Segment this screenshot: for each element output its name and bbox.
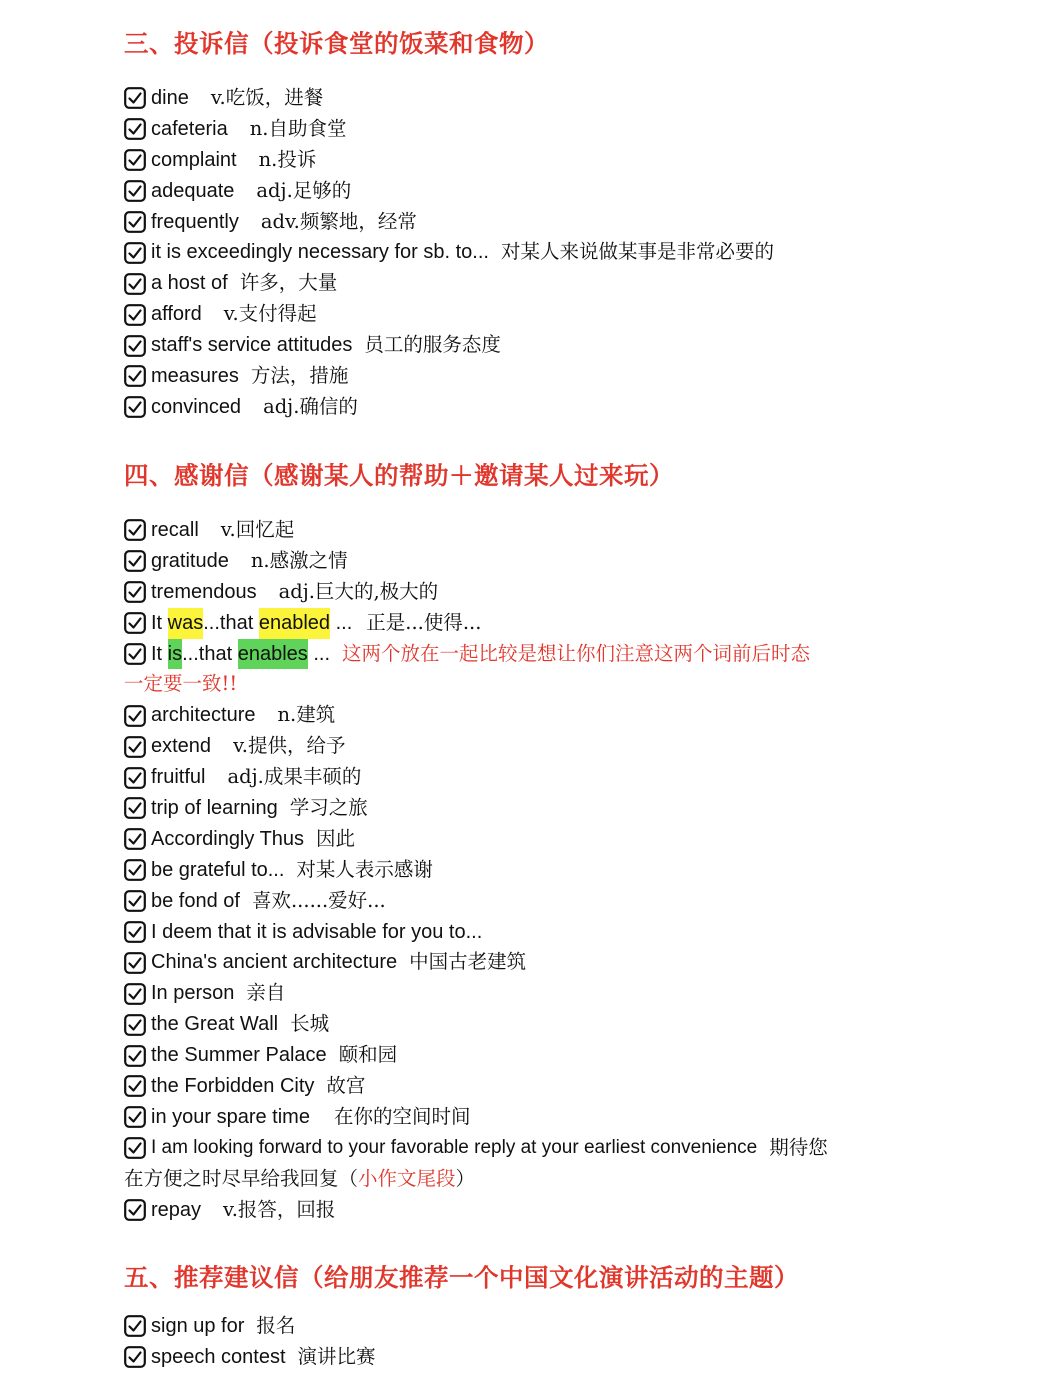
list-item xyxy=(124,1009,1004,1040)
item-term: the Great Wall xyxy=(151,1013,279,1036)
item-term: a host of xyxy=(151,272,228,295)
checkbox-icon xyxy=(124,952,146,974)
checkbox-icon xyxy=(124,180,146,202)
checkbox-icon xyxy=(124,365,146,387)
item-definition: 方法，措施 xyxy=(250,364,349,388)
item-term: complaint xyxy=(151,148,237,171)
list-item xyxy=(124,145,1004,176)
checkbox-icon xyxy=(124,767,146,789)
list-item xyxy=(124,361,1004,392)
item-definition: n.自助食堂 xyxy=(249,116,347,140)
item-term: extend xyxy=(151,735,212,758)
item-definition: v.报答，回报 xyxy=(223,1197,336,1221)
checkbox-icon xyxy=(124,87,146,109)
checkbox-icon xyxy=(124,797,146,819)
checkbox-icon xyxy=(124,828,146,850)
item-term: Accordingly Thus xyxy=(151,827,305,850)
item-term: I am looking forward to your favorable reply at your earliest convenience xyxy=(151,1136,758,1158)
checkbox-icon xyxy=(124,1315,146,1337)
list-item xyxy=(124,1040,1004,1071)
item-definition: n.感激之情 xyxy=(250,548,348,572)
phrase-part: ... xyxy=(307,642,331,665)
checkbox-icon xyxy=(124,705,146,727)
checkbox-icon xyxy=(124,1199,146,1221)
list-item xyxy=(124,83,1004,114)
item-definition: 在你的空间时间 xyxy=(333,1104,471,1128)
list-item xyxy=(124,1195,1004,1226)
list-item-is-that xyxy=(124,639,1004,670)
highlight-enabled: enabled xyxy=(259,608,330,639)
list-item xyxy=(124,330,1004,361)
checkbox-icon xyxy=(124,335,146,357)
item-definition: n.投诉 xyxy=(258,147,317,171)
item-definition: adj.巨大的,极大的 xyxy=(278,579,439,603)
phrase-part: It xyxy=(151,642,168,665)
item-definition: n.建筑 xyxy=(277,703,336,727)
checkbox-icon xyxy=(124,118,146,140)
list-item xyxy=(124,268,1004,299)
tense-note-end: 一定要一致!! xyxy=(124,672,238,696)
phrase-part: ...that xyxy=(203,611,259,634)
item-term: sign up for xyxy=(151,1315,245,1337)
item-definition: 故宫 xyxy=(326,1074,366,1098)
section-thank-you-letter xyxy=(124,456,1004,1225)
checkbox-icon xyxy=(124,736,146,758)
checkbox-icon xyxy=(124,550,146,572)
item-definition: 员工的服务态度 xyxy=(364,333,501,357)
list-item xyxy=(124,1342,1004,1373)
item-definition: 学习之旅 xyxy=(289,796,368,820)
checkbox-icon xyxy=(124,921,146,943)
item-term: recall xyxy=(151,519,199,541)
highlight-is: is xyxy=(168,639,182,670)
list-item xyxy=(124,237,1004,268)
item-term: the Forbidden City xyxy=(151,1075,315,1098)
list-item xyxy=(124,546,1004,577)
item-term: the Summer Palace xyxy=(151,1044,327,1067)
item-definition: adj.成果丰硕的 xyxy=(227,765,362,789)
item-definition: 演讲比赛 xyxy=(297,1344,376,1368)
item-term: repay xyxy=(151,1198,202,1221)
section-complaint-letter xyxy=(124,24,1004,423)
checkbox-icon xyxy=(124,612,146,634)
closing-paragraph-note: 小作文尾段 xyxy=(358,1166,456,1190)
item-definition: adj.足够的 xyxy=(256,178,352,202)
item-definition: v.支付得起 xyxy=(223,302,317,326)
highlight-was: was xyxy=(168,608,204,639)
item-definition: 因此 xyxy=(316,826,356,850)
item-definition-continued: 在方便之时尽早给我回复（ xyxy=(124,1166,359,1190)
list-item xyxy=(124,1102,1004,1133)
phrase-part: It xyxy=(151,611,168,634)
list-item xyxy=(124,886,1004,917)
item-definition: 许多，大量 xyxy=(239,271,338,295)
checkbox-icon xyxy=(124,1075,146,1097)
item-term: dine xyxy=(151,87,189,109)
phrase-part: ... xyxy=(330,611,353,634)
item-definition: 中国古老建筑 xyxy=(409,950,527,974)
item-term: afford xyxy=(151,303,202,326)
checkbox-icon xyxy=(124,1106,146,1128)
list-item-was-that xyxy=(124,608,1004,639)
item-term: trip of learning xyxy=(151,797,278,820)
checkbox-icon xyxy=(124,1346,146,1368)
item-definition: 对某人来说做某事是非常必要的 xyxy=(500,240,774,264)
item-term: frequently xyxy=(151,210,239,233)
checkbox-icon xyxy=(124,396,146,418)
list-item xyxy=(124,1071,1004,1102)
checkbox-icon xyxy=(124,983,146,1005)
list-item xyxy=(124,1311,1004,1342)
section-title: 五、推荐建议信（给朋友推荐一个中国文化演讲活动的主题） xyxy=(124,1263,799,1292)
list-item xyxy=(124,762,1004,793)
item-definition: 亲自 xyxy=(246,981,286,1005)
item-term: speech contest xyxy=(151,1345,286,1368)
tense-note-continued xyxy=(124,669,1004,700)
list-item xyxy=(124,577,1004,608)
item-term: In person xyxy=(151,982,235,1005)
list-item xyxy=(124,700,1004,731)
item-definition: v.提供，给予 xyxy=(233,734,346,758)
checkbox-icon xyxy=(124,242,146,264)
item-definition: 期待您 xyxy=(769,1135,828,1159)
section-title: 四、感谢信（感谢某人的帮助＋邀请某人过来玩） xyxy=(124,461,674,490)
item-definition: adv.频繁地，经常 xyxy=(260,209,417,233)
checkbox-icon xyxy=(124,890,146,912)
item-term: gratitude xyxy=(151,549,229,572)
item-term: convinced xyxy=(151,395,242,418)
checkbox-icon xyxy=(124,1137,146,1159)
closing-paren: ） xyxy=(455,1166,476,1190)
list-item xyxy=(124,207,1004,238)
item-term: be fond of xyxy=(151,889,240,912)
list-item-closing-sentence xyxy=(124,1133,1004,1164)
item-term: cafeteria xyxy=(151,117,228,140)
checkbox-icon xyxy=(124,581,146,603)
tense-note: 这两个放在一起比较是想让你们注意这两个词前后时态 xyxy=(342,641,811,665)
item-definition: 长城 xyxy=(290,1012,330,1036)
item-definition: adj.确信的 xyxy=(263,394,358,418)
item-term: I deem that it is advisable for you to... xyxy=(151,920,483,943)
highlight-enables: enables xyxy=(238,639,308,670)
item-term: adequate xyxy=(151,179,235,202)
item-term: architecture xyxy=(151,704,256,727)
checkbox-icon xyxy=(124,211,146,233)
checkbox-icon xyxy=(124,273,146,295)
phrase-part: ...that xyxy=(182,642,238,665)
item-term: it is exceedingly necessary for sb. to... xyxy=(151,241,489,264)
item-term: staff's service attitudes xyxy=(151,334,353,357)
checkbox-icon xyxy=(124,519,146,541)
list-item xyxy=(124,855,1004,886)
item-definition: v.吃饭，进餐 xyxy=(210,86,324,109)
list-item xyxy=(124,947,1004,978)
item-term: tremendous xyxy=(151,580,257,603)
list-item xyxy=(124,515,1004,546)
item-definition: v.回忆起 xyxy=(220,518,295,541)
item-definition: 对某人表示感谢 xyxy=(296,857,433,881)
item-term: China's ancient architecture xyxy=(151,951,398,974)
list-item xyxy=(124,392,1004,423)
list-item xyxy=(124,917,1004,948)
checkbox-icon xyxy=(124,1014,146,1036)
list-item xyxy=(124,793,1004,824)
checkbox-icon xyxy=(124,149,146,171)
section-recommendation-letter xyxy=(124,1258,1004,1373)
closing-sentence-continued xyxy=(124,1164,1004,1195)
list-item xyxy=(124,731,1004,762)
item-definition: 正是...使得... xyxy=(366,610,482,634)
list-item xyxy=(124,824,1004,855)
list-item xyxy=(124,114,1004,145)
section-title: 三、投诉信（投诉食堂的饭菜和食物） xyxy=(124,29,549,58)
list-item xyxy=(124,299,1004,330)
checkbox-icon xyxy=(124,859,146,881)
checkbox-icon xyxy=(124,643,146,665)
list-item xyxy=(124,176,1004,207)
list-item xyxy=(124,978,1004,1009)
item-definition: 颐和园 xyxy=(338,1043,398,1067)
item-definition: 报名 xyxy=(256,1314,296,1337)
checkbox-icon xyxy=(124,1045,146,1067)
item-term: measures xyxy=(151,365,239,388)
item-definition: 喜欢......爱好... xyxy=(251,888,386,912)
item-term: in your spare time xyxy=(151,1105,310,1128)
checkbox-icon xyxy=(124,304,146,326)
item-term: be grateful to... xyxy=(151,858,285,881)
item-term: fruitful xyxy=(151,766,206,789)
